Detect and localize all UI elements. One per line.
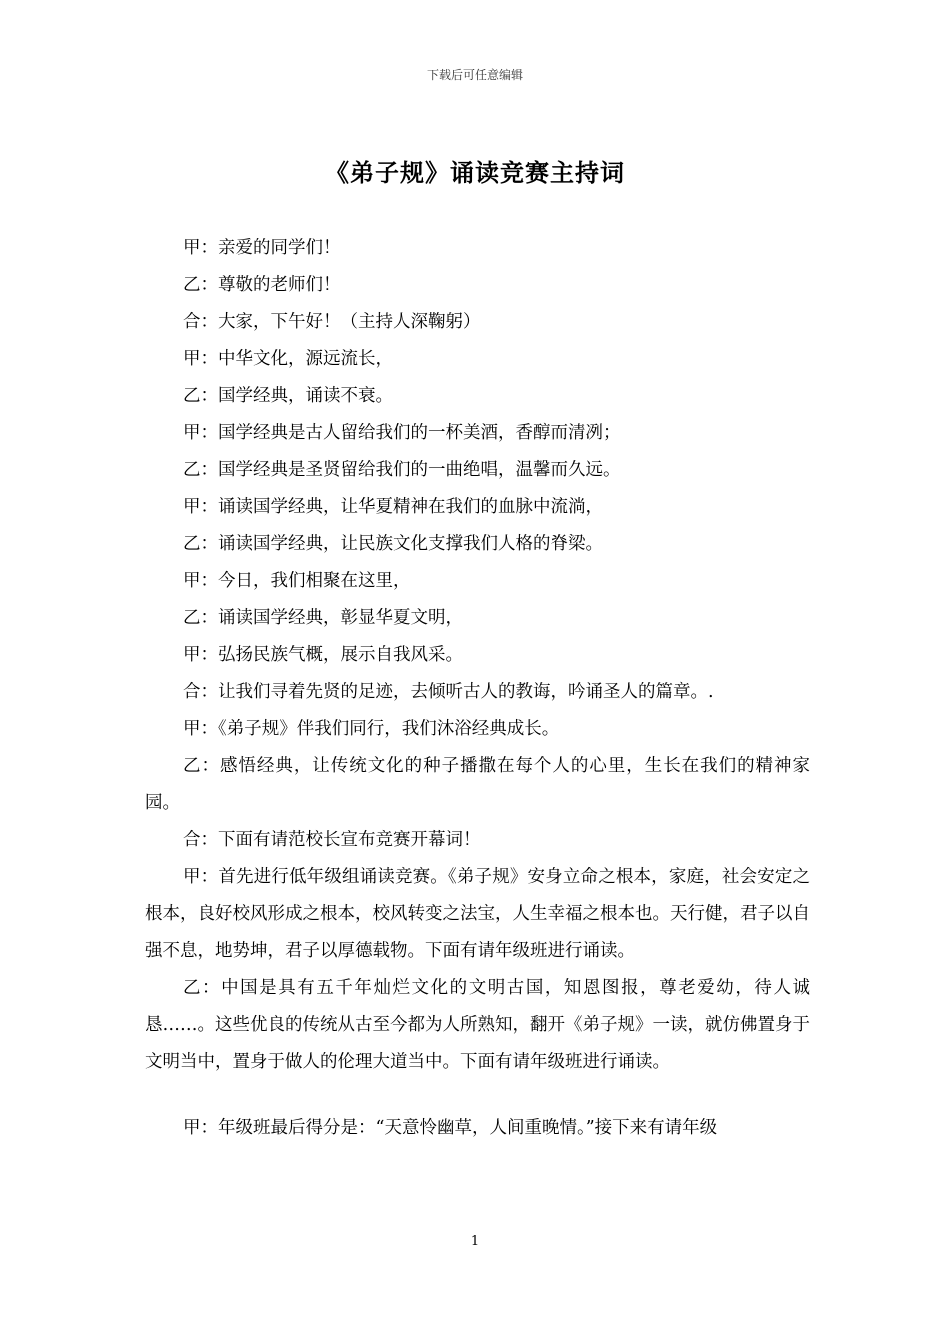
paragraph: 合：下面有请范校长宣布竞赛开幕词！: [183, 830, 481, 850]
paragraph: 合：让我们寻着先贤的足迹，去倾听古人的教诲，吟诵圣人的篇章。.: [183, 682, 714, 702]
paragraph: 甲：今日，我们相聚在这里，: [183, 571, 411, 591]
document-body: [145, 230, 810, 1147]
paragraph: 甲：诵读国学经典，让华夏精神在我们的血脉中流淌，: [183, 497, 603, 517]
document-title: 《弟子规》诵读竞赛主持词: [325, 158, 625, 187]
paragraph: 乙：国学经典是圣贤留给我们的一曲绝唱，温馨而久远。: [183, 460, 621, 480]
page-number: 1: [470, 1234, 480, 1249]
paragraph: 乙：国学经典，诵读不衰。: [183, 386, 393, 406]
paragraph: 甲：中华文化，源远流长，: [183, 349, 393, 369]
paragraph: 甲：国学经典是古人留给我们的一杯美酒，香醇而清冽；: [183, 423, 621, 443]
paragraph: 乙：诵读国学经典，彰显华夏文明，: [183, 608, 463, 628]
header-note: 下载后可任意编辑: [426, 68, 523, 82]
paragraph: 乙：诵读国学经典，让民族文化支撑我们人格的脊梁。: [183, 534, 603, 554]
paragraph: 合：大家，下午好！（主持人深鞠躬）: [183, 312, 481, 332]
paragraph: 乙：尊敬的老师们！: [183, 275, 341, 295]
paragraph: 甲：亲爱的同学们！: [183, 238, 341, 258]
paragraph: 乙：中国是具有五千年灿烂文化的文明古国，知恩图报，尊老爱幼，待人诚恳……。这些优良的传统从古至今都为人所熟知，翻开《弟子规》一读，就仿佛置身于文明当中，置身于做人的伦理大道当中。下面有请年级班进行诵读。: [145, 978, 810, 1072]
paragraph: 甲：《弟子规》伴我们同行，我们沐浴经典成长。: [183, 719, 560, 739]
paragraph: 甲：首先进行低年级组诵读竞赛。《弟子规》安身立命之根本，家庭，社会安定之根本，良好校风形成之根本，校风转变之法宝，人生幸福之根本也。天行健，君子以自强不息，地势坤，君子以厚德载物。下面有请年级班进行诵读。: [145, 867, 810, 961]
paragraph: 甲：年级班最后得分是：“天意怜幽草，人间重晚情。”接下来有请年级: [183, 1118, 718, 1138]
paragraph: 甲：弘扬民族气概，展示自我风采。: [183, 645, 463, 665]
paragraph: 乙：感悟经典，让传统文化的种子播撒在每个人的心里，生长在我们的精神家园。: [145, 756, 810, 813]
